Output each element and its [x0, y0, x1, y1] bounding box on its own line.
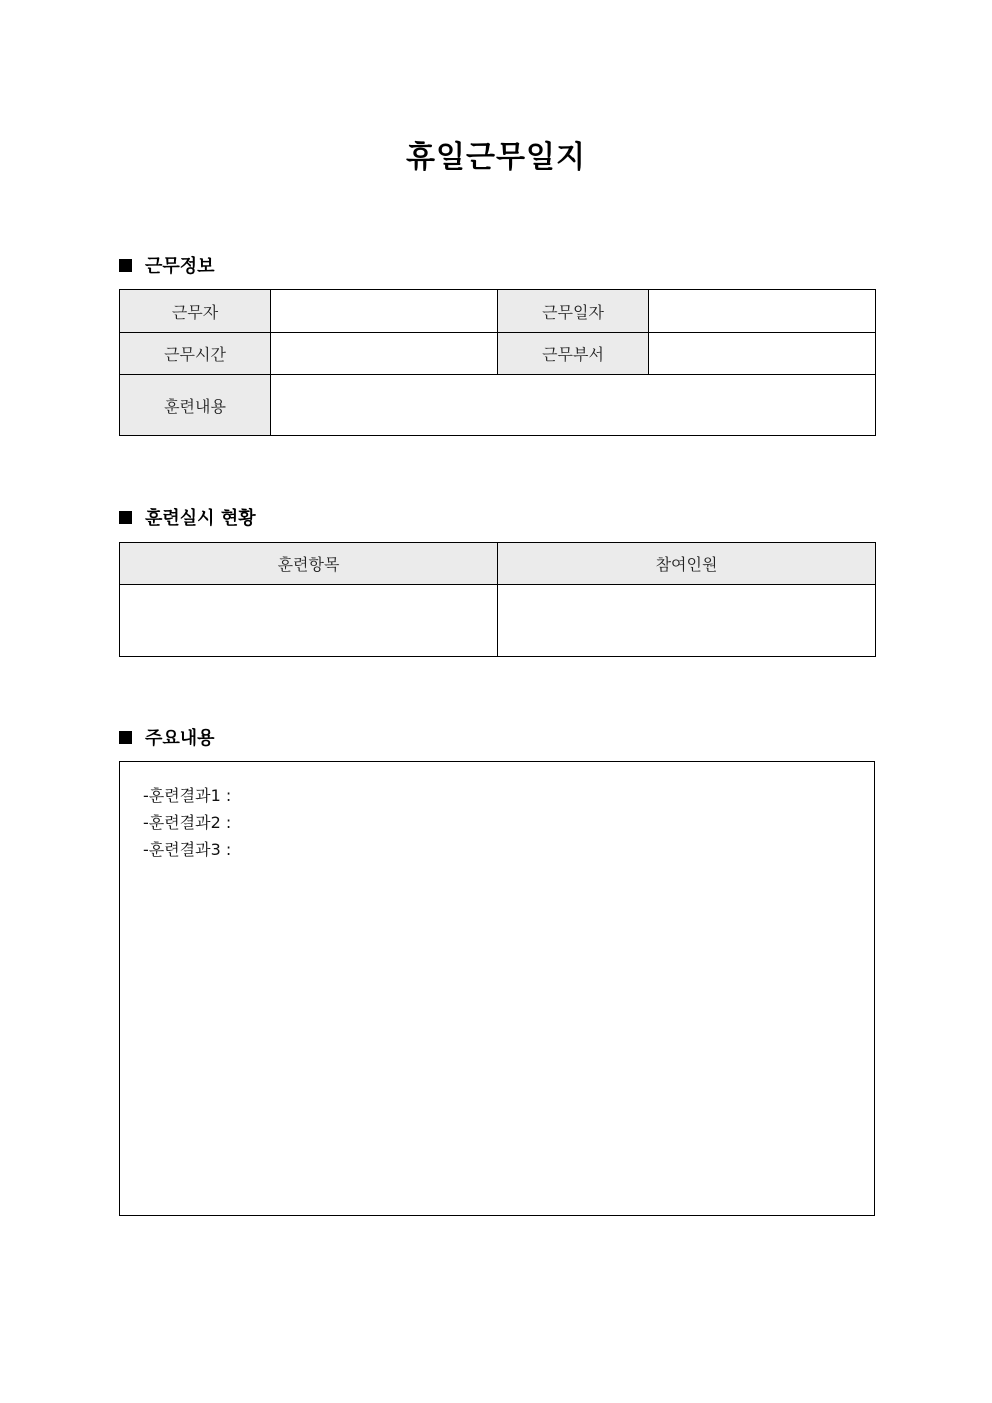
work-date-field[interactable] — [649, 290, 876, 333]
table-row — [120, 585, 876, 657]
black-square-icon — [119, 259, 132, 272]
training-status-table — [119, 542, 876, 657]
worker-label: 근무자 — [120, 290, 271, 333]
work-hours-field[interactable] — [271, 333, 498, 375]
main-content-box[interactable] — [119, 761, 875, 1216]
document-title: 휴일근무일지 — [406, 140, 586, 175]
work-info-table — [119, 289, 876, 436]
section-heading-training-status — [119, 505, 256, 529]
column-header-participants: 참여인원 — [498, 543, 876, 585]
training-content-field[interactable] — [271, 375, 876, 436]
work-hours-label: 근무시간 — [120, 333, 271, 375]
training-content-label: 훈련내용 — [120, 375, 271, 436]
department-field[interactable] — [649, 333, 876, 375]
training-item-cell[interactable] — [120, 585, 498, 657]
table-row — [120, 333, 876, 375]
section-heading-main-content — [119, 725, 215, 749]
table-row — [120, 290, 876, 333]
section-title-training-status: 훈련실시 현황 — [145, 508, 256, 529]
training-result-line: -훈련결과1 : — [143, 786, 232, 805]
table-header-row — [120, 543, 876, 585]
participants-cell[interactable] — [498, 585, 876, 657]
table-row — [120, 375, 876, 436]
work-date-label: 근무일자 — [498, 290, 649, 333]
section-title-main-content: 주요내용 — [145, 728, 215, 749]
training-result-line: -훈련결과3 : — [143, 840, 232, 859]
worker-field[interactable] — [271, 290, 498, 333]
section-heading-work-info — [119, 253, 215, 277]
black-square-icon — [119, 511, 132, 524]
department-label: 근무부서 — [498, 333, 649, 375]
training-result-line: -훈련결과2 : — [143, 813, 232, 832]
section-title-work-info: 근무정보 — [145, 256, 215, 277]
black-square-icon — [119, 731, 132, 744]
column-header-training-item: 훈련항목 — [120, 543, 498, 585]
